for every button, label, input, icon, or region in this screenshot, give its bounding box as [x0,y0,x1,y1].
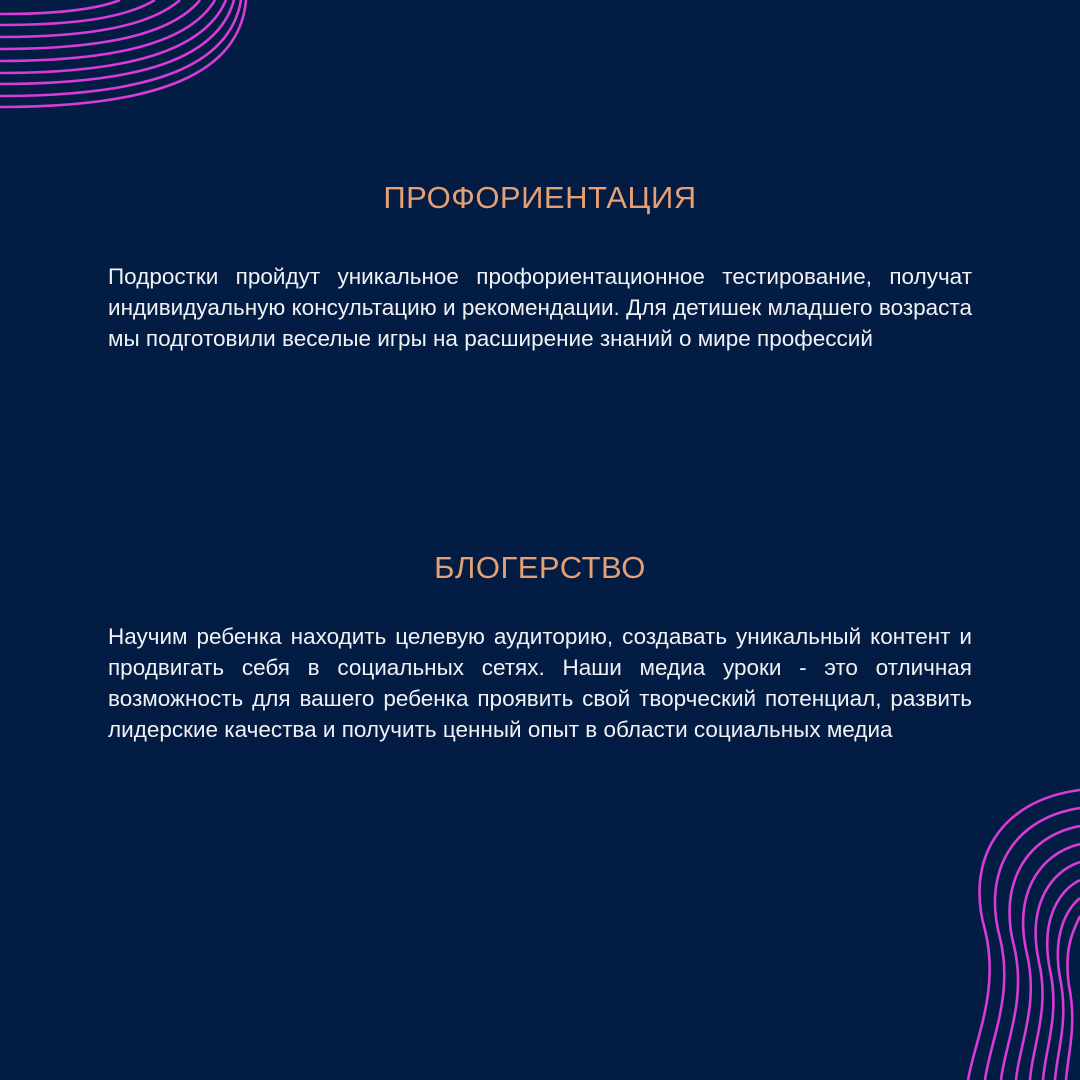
top-left-wave-lines [0,0,246,107]
bottom-right-wave-lines [968,790,1080,1080]
section-title-career-guidance: ПРОФОРИЕНТАЦИЯ [383,180,697,215]
section-text-blogging: Научим ребенка находить целевую аудиторию, создавать уникальный контент и продвигать себя в социальных сетях. Наши медиа уроки - это отличная возможность для вашего ребенка проявить свой творческий потенциал, развить лидерские качества и получить ценный опыт в области социальных медиа [108,624,972,742]
section-text-career-guidance: Подростки пройдут уникальное профориентационное тестирование, получат индивидуальную консультацию и рекомендации. Для детишек младшего возраста мы подготовили веселые игры на расширение знаний о мире профессий [108,264,972,351]
section-title-blogging: БЛОГЕРСТВО [434,550,646,585]
